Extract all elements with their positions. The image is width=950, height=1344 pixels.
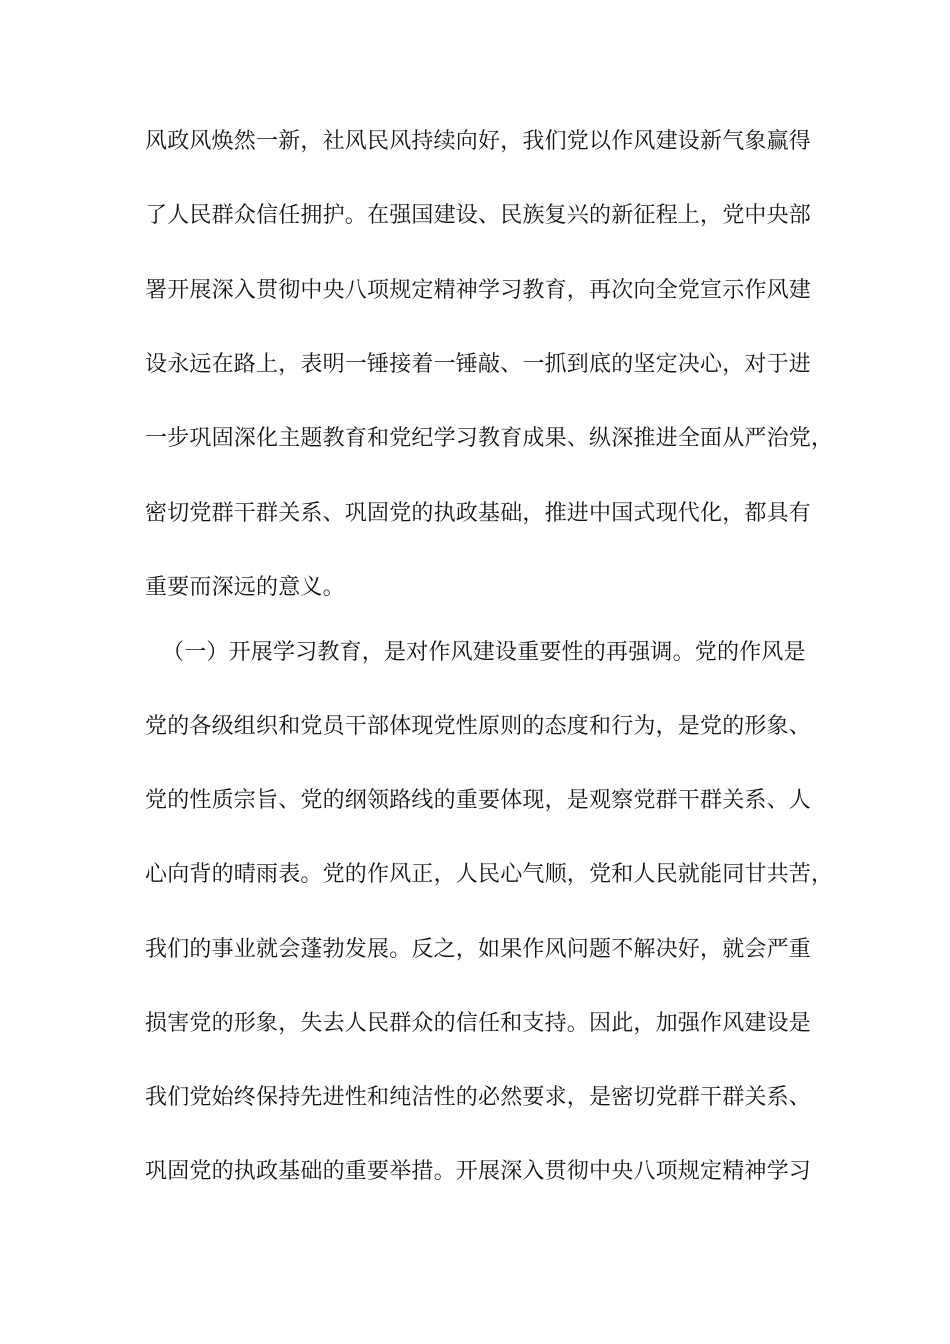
text-line: 了人民群众信任拥护。在强国建设、民族复兴的新征程上，党中央部 <box>145 203 812 228</box>
text-line: 损害党的形象，失去人民群众的信任和支持。因此，加强作风建设是 <box>145 1011 812 1036</box>
text-line: 我们的事业就会蓬勃发展。反之，如果作风问题不解决好，就会严重 <box>145 937 812 962</box>
text-line: 署开展深入贯彻中央八项规定精神学习教育，再次向全党宣示作风建 <box>145 278 812 303</box>
text-line: 巩固党的执政基础的重要举措。开展深入贯彻中央八项规定精神学习 <box>145 1159 812 1184</box>
text-line: 我们党始终保持先进性和纯洁性的必然要求，是密切党群干群关系、 <box>145 1085 812 1110</box>
text-line: 重要而深远的意义。 <box>145 575 345 600</box>
text-line: 设永远在路上，表明一锤接着一锤敲、一抓到底的坚定决心，对于进 <box>145 352 812 377</box>
text-line: 密切党群干群关系、巩固党的执政基础，推进中国式现代化，都具有 <box>145 501 812 526</box>
text-line: 心向背的晴雨表。党的作风正，人民心气顺，党和人民就能同甘共苦， <box>145 862 834 887</box>
text-line: 风政风焕然一新，社风民风持续向好，我们党以作风建设新气象赢得 <box>145 129 812 154</box>
text-line: 一步巩固深化主题教育和党纪学习教育成果、纵深推进全面从严治党， <box>145 426 834 451</box>
text-line: 党的性质宗旨、党的纲领路线的重要体现，是观察党群干群关系、人 <box>145 788 812 813</box>
text-line: 党的各级组织和党员干部体现党性原则的态度和行为，是党的形象、 <box>145 714 812 739</box>
paragraph-start-line: （一）开展学习教育，是对作风建设重要性的再强调。党的作风是 <box>162 640 806 665</box>
